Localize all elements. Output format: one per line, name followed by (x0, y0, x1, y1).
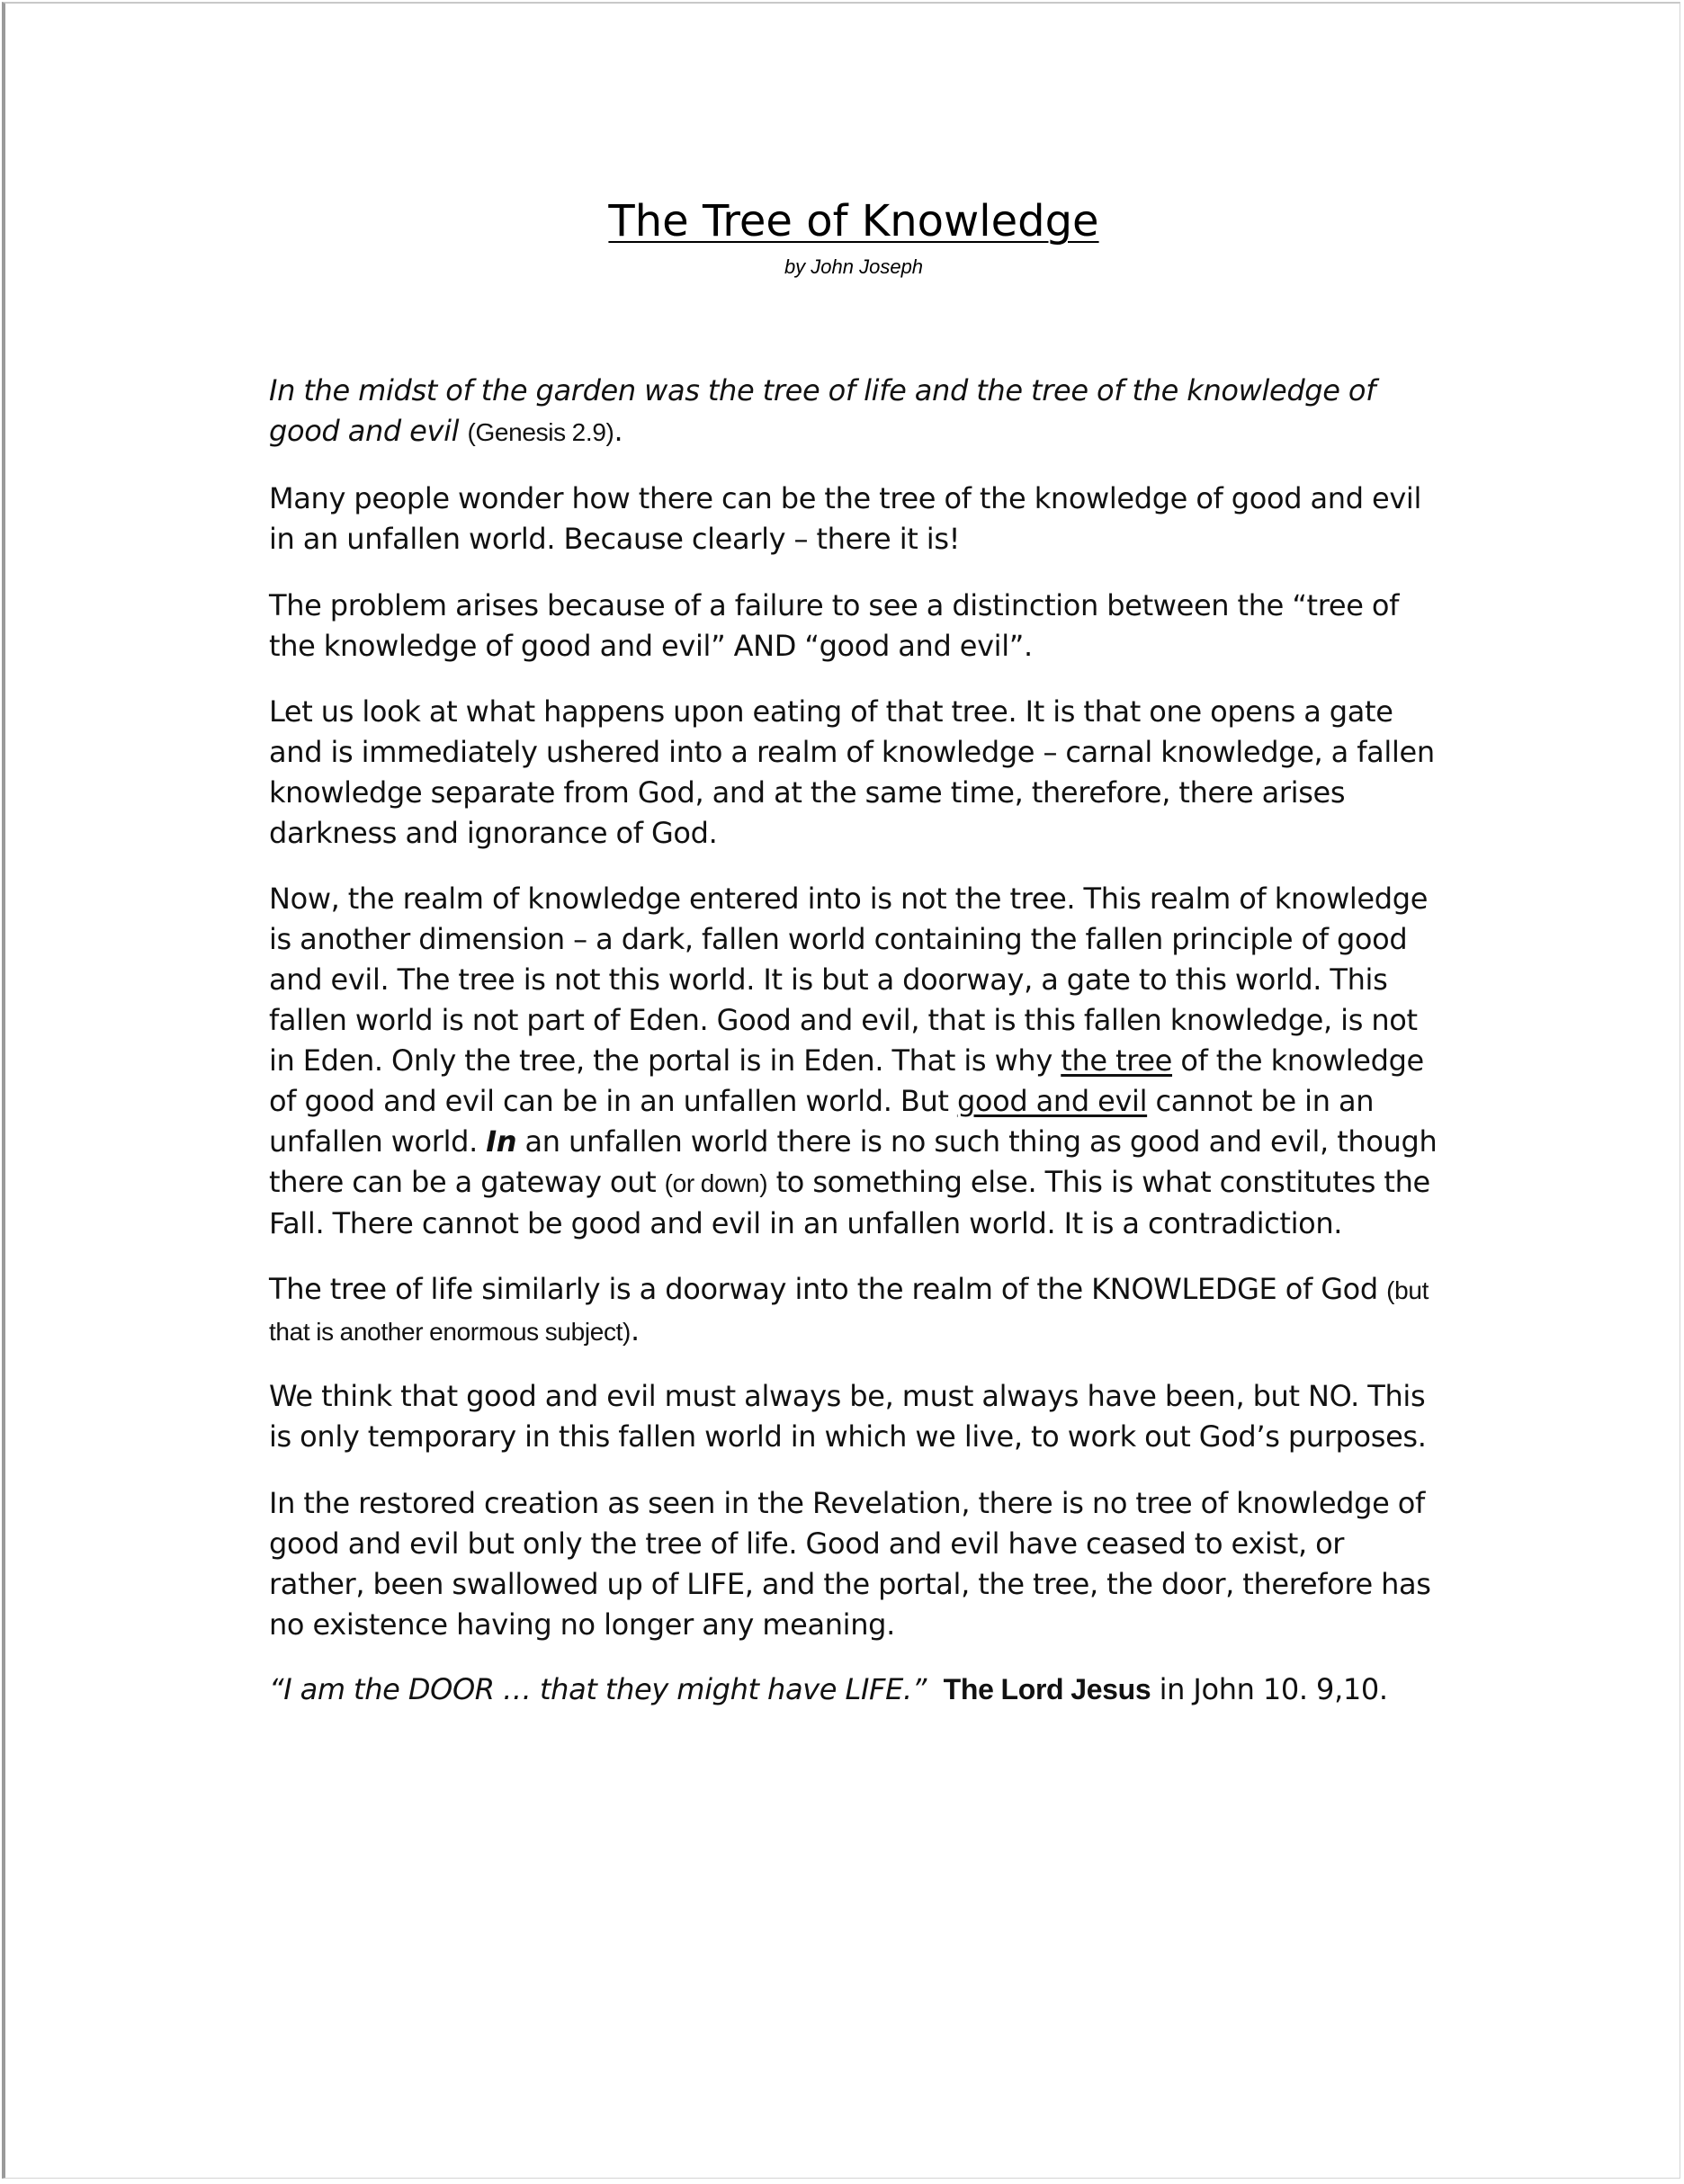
speaker-name: The Lord Jesus (943, 1673, 1151, 1705)
paragraph-1 (269, 371, 1438, 452)
paragraph-2: Many people wonder how there can be the tree of the knowledge of good and evil in an unfallen world. Because clearly – there it is! (269, 481, 1421, 556)
author-byline: by John Joseph (784, 255, 924, 278)
paragraph-4: Let us look at what happens upon eating of that tree. It is that one opens a gate and is immediately ushered into a realm of knowledge – carnal knowledge, a fallen knowledge separate from God, and at the same time, therefore, there arises darkness and ignorance of God. (269, 694, 1435, 850)
paragraph-6-part-a: The tree of life similarly is a doorway into the realm of the KNOWLEDGE of God (269, 1272, 1387, 1306)
in-emphasis: In (486, 1124, 517, 1159)
paragraph-9 (269, 1669, 1438, 1710)
page-title: The Tree of Knowledge (608, 196, 1099, 246)
paragraph-5-part-c: cannot be in an unfallen world. (269, 1084, 1375, 1159)
paragraph-6-part-b: . (631, 1313, 640, 1347)
enormous-subject-aside: (but that is another enormous subject) (269, 1276, 1429, 1346)
document-page (2, 2, 1680, 2179)
paragraph-5-part-e: to something else. This is what constitutes the Fall. There cannot be good and evil in an unfallen world. It is a contradiction. (269, 1165, 1430, 1240)
the-tree-underlined: the tree (1061, 1043, 1173, 1078)
genesis-quote: In the midst of the garden was the tree of life and the tree of the knowledge of good and evil (269, 373, 1376, 448)
paragraph-5-part-a: Now, the realm of knowledge entered into is not the tree. This realm of knowledge is another dimension – a dark, fallen world containing the fallen principle of good and evil. The tree is not this world. It is but a doorway, a gate to this world. This fallen world is not part of Eden. Good and evil, that is this fallen knowledge, is not in Eden. Only the tree, the portal is in Eden. That is why (269, 882, 1429, 1078)
paragraph-5-part-d: an unfallen world there is no such thing as good and evil, though there can be a gateway out (269, 1124, 1438, 1199)
paragraph-5 (269, 879, 1438, 1244)
door-quote: “I am the DOOR … that they might have LIFE.” (269, 1672, 927, 1706)
paragraph-8: In the restored creation as seen in the Revelation, there is no tree of knowledge of good and evil but only the tree of life. Good and evil have ceased to exist, or rather, been swallowed up of LIFE, and the portal, the tree, the door, therefore has no existence having no longer any meaning. (269, 1486, 1431, 1642)
good-and-evil-underlined: good and evil (956, 1084, 1148, 1118)
paragraph-1-tail: . (614, 414, 623, 448)
paragraph-7: We think that good and evil must always be, must always have been, but NO. This is only temporary in this fallen world in which we live, to work out God’s purposes. (269, 1379, 1427, 1454)
paragraph-3: The problem arises because of a failure to see a distinction between the “tree of the knowledge of good and evil” AND “good and evil”. (269, 588, 1399, 663)
or-down-aside: (or down) (664, 1169, 768, 1197)
paragraph-6 (269, 1269, 1438, 1352)
genesis-reference: (Genesis 2.9) (467, 418, 614, 446)
john-reference: in John 10. 9,10. (1151, 1672, 1388, 1706)
paragraph-5-part-b: of the knowledge of good and evil can be in an unfallen world. But (269, 1043, 1424, 1118)
